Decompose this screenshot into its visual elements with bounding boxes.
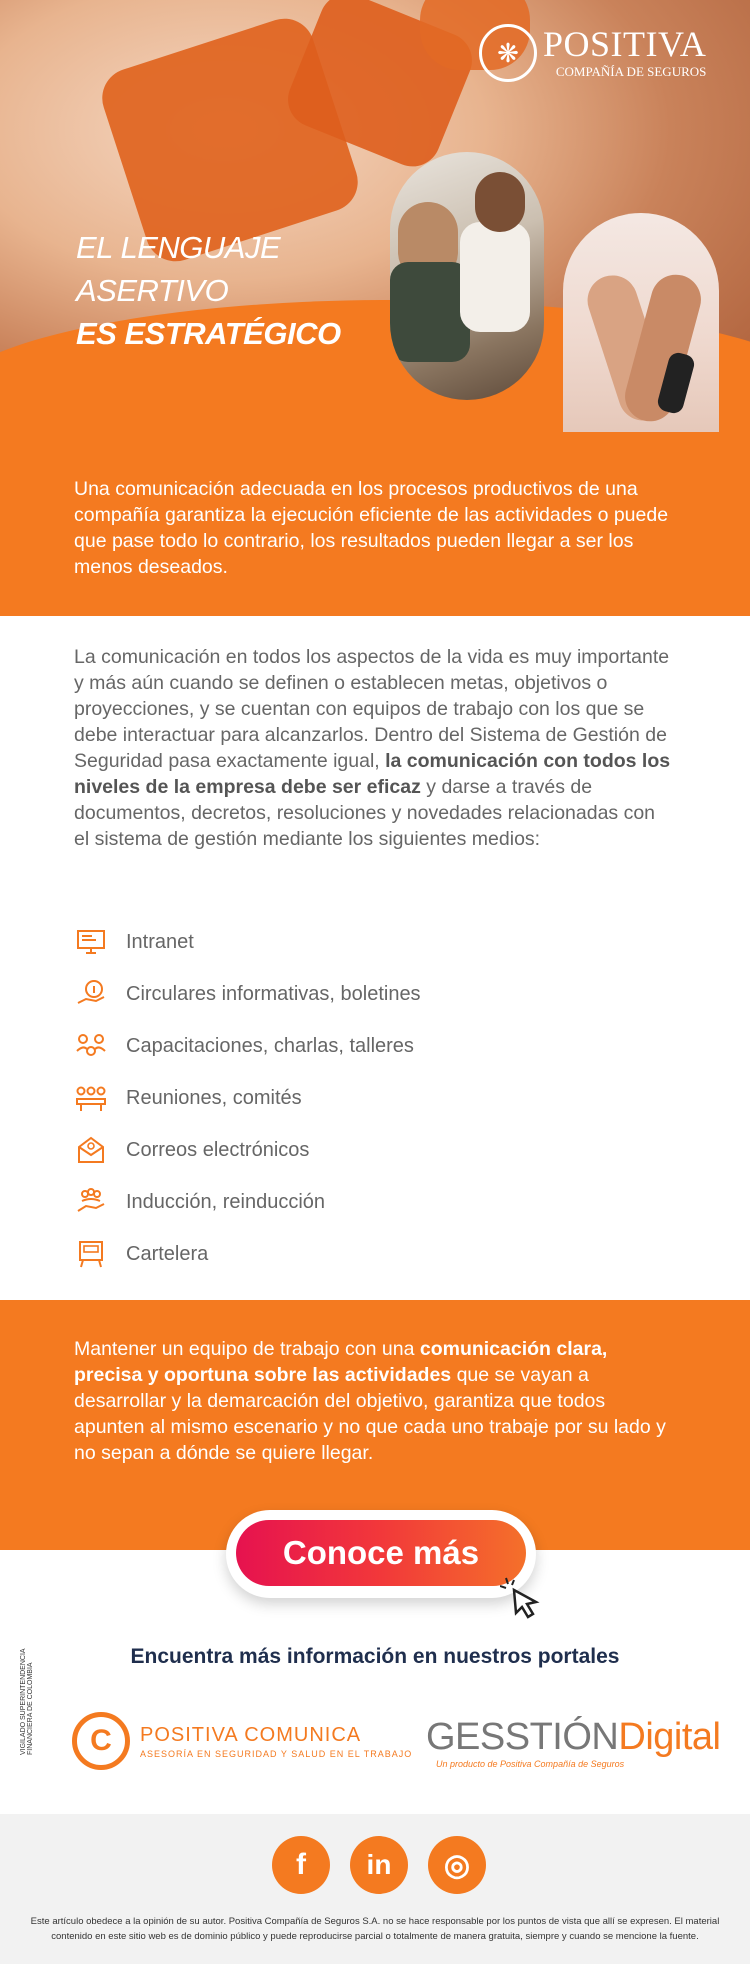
email-icon bbox=[74, 1133, 108, 1167]
cta-button-frame bbox=[226, 1510, 536, 1598]
list-item bbox=[74, 1176, 674, 1228]
body-text-part: La comunicación en todos los aspectos de la vida es muy importante y más aún cuando se definen o establecen metas, objetivos o proyecciones, y se cuentan con equipos de trabajo con los que se debe interactuar para alcanzarlos. Dentro del Sistema de Gestión de Seguridad pasa exactamente igual, bbox=[74, 646, 670, 772]
instagram-icon[interactable]: ◎ bbox=[428, 1836, 486, 1894]
logo-subtitle: COMPAÑÍA DE SEGUROS bbox=[555, 64, 707, 79]
list-item bbox=[74, 1072, 674, 1124]
positiva-comunica-logo[interactable] bbox=[72, 1712, 412, 1770]
logo-name: POSITIVA bbox=[543, 24, 707, 64]
positiva-logo-icon: ❋ bbox=[479, 24, 537, 82]
high-five-photo bbox=[563, 213, 719, 432]
training-icon bbox=[74, 1029, 108, 1063]
media-list bbox=[74, 916, 674, 1280]
list-item-label: Cartelera bbox=[126, 1242, 209, 1265]
gesstion-name: GESSTIÓN bbox=[426, 1716, 619, 1758]
list-item bbox=[74, 1124, 674, 1176]
positiva-comunica-name: POSITIVA COMUNICA bbox=[140, 1723, 362, 1746]
social-links bbox=[272, 1836, 486, 1894]
disclaimer-text: Este artículo obedece a la opinión de su autor. Positiva Compañía de Seguros S.A. no se hace responsable por los puntos de vista que allí se expresen. El material contenido en este sitio web es de dominio público y puede reproducirse parcial o totalmente de manera gratuita, siempre y cuando se mencione la fuente. bbox=[30, 1916, 720, 1942]
photo-shape bbox=[460, 222, 530, 332]
linkedin-icon[interactable]: in bbox=[350, 1836, 408, 1894]
intro-text: Una comunicación adecuada en los procesos productivos de una compañía garantiza la ejecución eficiente de las actividades o puede que pase todo lo contrario, los resultados pueden llegar a ser los menos deseados. bbox=[74, 478, 669, 578]
list-item-label: Circulares informativas, boletines bbox=[126, 982, 421, 1005]
hero-title-line-bold: ES ESTRATÉGICO bbox=[76, 316, 341, 351]
conclusion-text-part: Mantener un equipo de trabajo con una bbox=[74, 1338, 420, 1360]
conoce-mas-button[interactable]: Conoce más bbox=[236, 1520, 526, 1586]
list-item-label: Intranet bbox=[126, 930, 194, 953]
cursor-icon bbox=[500, 1576, 544, 1628]
list-item bbox=[74, 916, 674, 968]
list-item-label: Reuniones, comités bbox=[126, 1086, 302, 1109]
portals-heading: Encuentra más información en nuestros portales bbox=[130, 1645, 620, 1668]
body-text-part: y darse a través de documentos, decretos, resoluciones y novedades relacionadas con el sistema de gestión mediante los siguientes medios: bbox=[74, 776, 656, 850]
photo-shape bbox=[475, 172, 525, 232]
list-item-label: Correos electrónicos bbox=[126, 1138, 310, 1161]
hand-info-icon bbox=[74, 977, 108, 1011]
facebook-icon[interactable]: f bbox=[272, 1836, 330, 1894]
vigilado-label: VIGILADO SUPERINTENDENCIA FINANCIERA DE COLOMBIA bbox=[20, 1648, 34, 1755]
body-paragraph bbox=[74, 644, 674, 852]
computer-icon bbox=[74, 925, 108, 959]
list-item bbox=[74, 1020, 674, 1072]
conclusion-text bbox=[74, 1336, 674, 1466]
meeting-icon bbox=[74, 1081, 108, 1115]
positiva-comunica-subtitle: ASESORÍA EN SEGURIDAD Y SALUD EN EL TRABAJO bbox=[140, 1748, 413, 1759]
list-item-label: Inducción, reinducción bbox=[126, 1190, 326, 1213]
hero-banner bbox=[0, 0, 750, 432]
gesstion-digital-logo[interactable] bbox=[426, 1716, 720, 1769]
conclusion-text-bold: comunicación clara, precisa y oportuna sobre las actividades bbox=[74, 1338, 608, 1386]
gesstion-subtitle: Un producto de Positiva Compañía de Seguros bbox=[436, 1759, 625, 1769]
hero-title bbox=[76, 226, 341, 355]
list-item bbox=[74, 968, 674, 1020]
footer bbox=[0, 1814, 750, 1964]
board-icon bbox=[74, 1237, 108, 1271]
conclusion-text-part: que se vayan a desarrollar y la demarcación del objetivo, garantiza que todos apunten al mismo escenario y no que cada uno trabaje por su lado y no sepan a dónde se quiere llegar. bbox=[74, 1364, 666, 1464]
gesstion-digital-word: Digital bbox=[618, 1716, 721, 1758]
photo-shape bbox=[390, 262, 470, 362]
team-meeting-photo bbox=[390, 152, 544, 400]
list-item-label: Capacitaciones, charlas, talleres bbox=[126, 1034, 414, 1057]
positiva-logo[interactable] bbox=[479, 24, 706, 82]
list-item bbox=[74, 1228, 674, 1280]
intro-section bbox=[0, 432, 750, 616]
group-hand-icon bbox=[74, 1185, 108, 1219]
body-text-bold: la comunicación con todos los niveles de la empresa debe ser eficaz bbox=[74, 750, 671, 798]
positiva-comunica-icon: C bbox=[72, 1712, 130, 1770]
hero-title-line: ASERTIVO bbox=[76, 273, 229, 308]
hero-title-line: EL LENGUAJE bbox=[76, 230, 281, 265]
